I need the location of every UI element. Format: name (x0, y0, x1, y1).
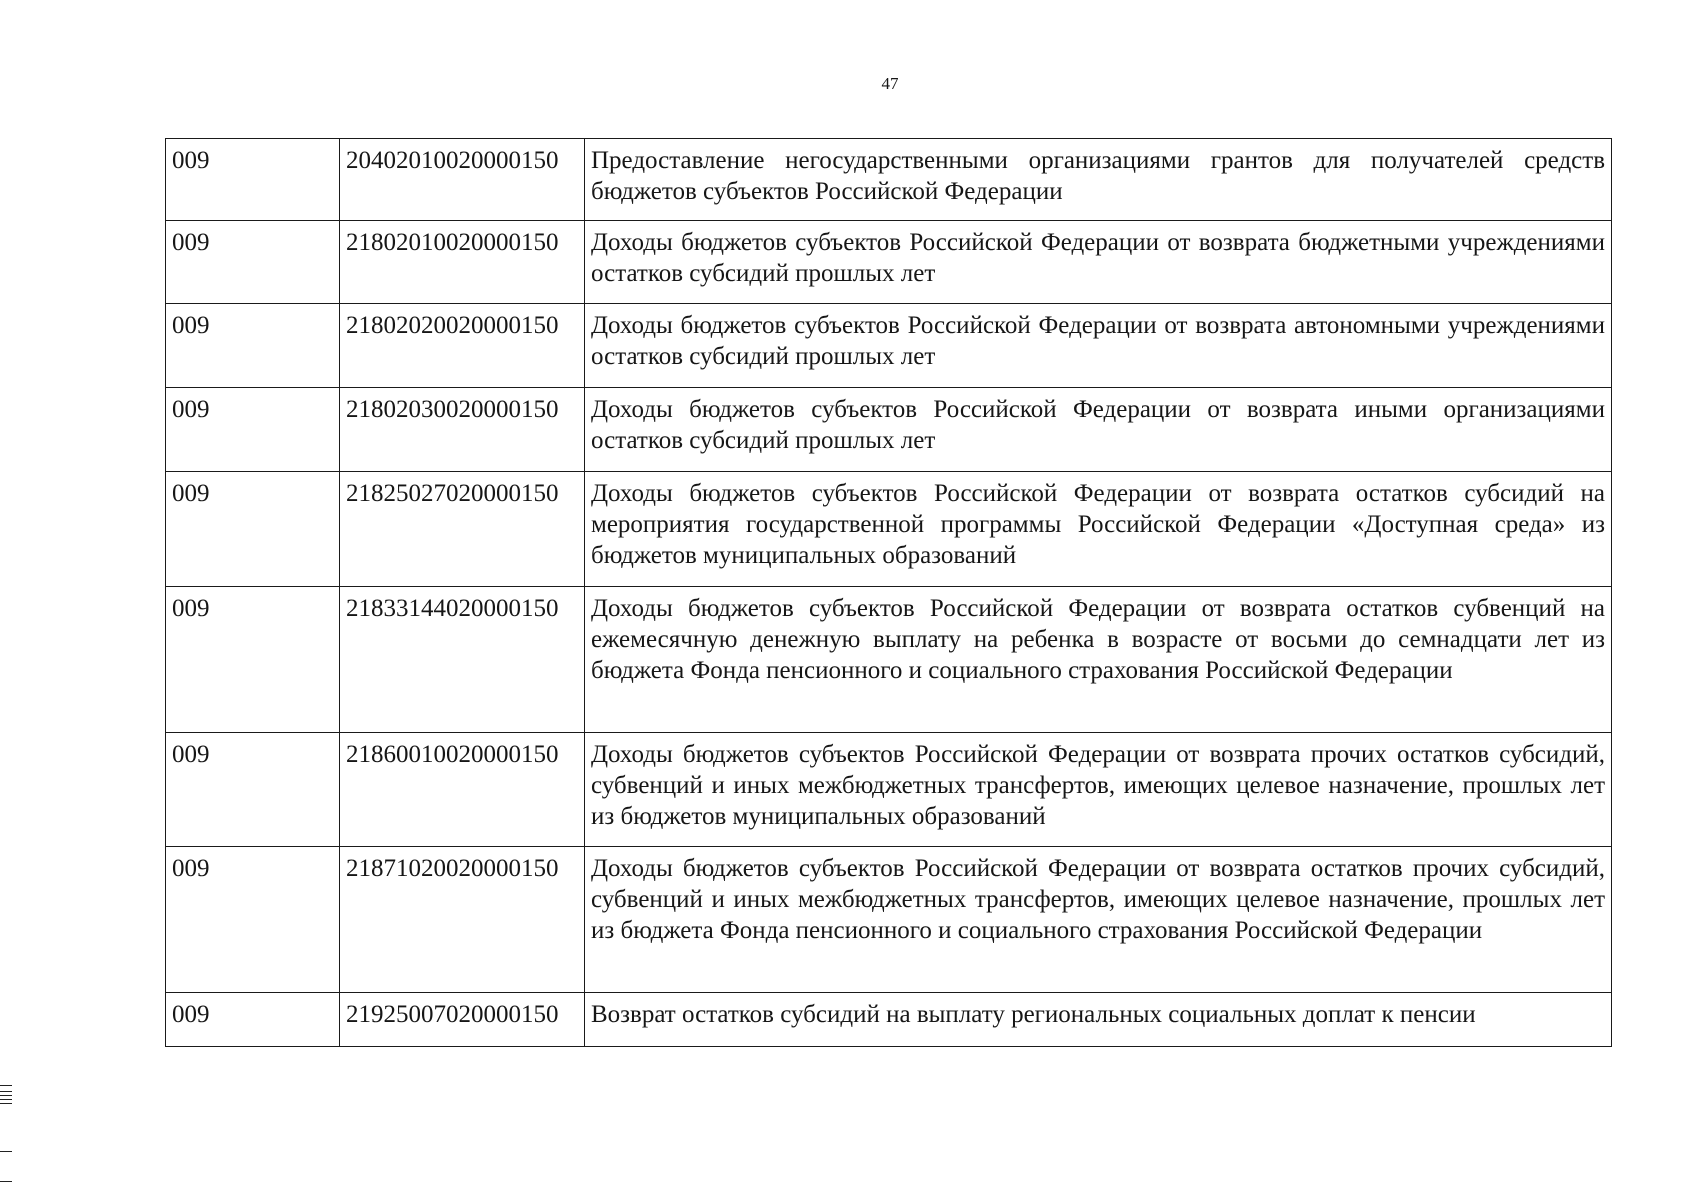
table-row (166, 304, 1612, 388)
budget-code-cell: 21925007020000150 (340, 993, 585, 1047)
admin-code-cell: 009 (166, 847, 340, 993)
income-name-cell: Доходы бюджетов субъектов Российской Федерации от возврата остатков субвенций на ежемесячную денежную выплату на ребенка в возрасте от восьми до семнадцати лет из бюджета Фонда пенсионного и социального страхования Российской Федерации (585, 587, 1612, 733)
scan-margin-marks (0, 1085, 14, 1185)
budget-code-cell: 21802030020000150 (340, 388, 585, 472)
table-row (166, 388, 1612, 472)
income-name-cell: Доходы бюджетов субъектов Российской Федерации от возврата иными организациями остатков субсидий прошлых лет (585, 388, 1612, 472)
table-row (166, 993, 1612, 1047)
table-row (166, 472, 1612, 587)
budget-code-cell: 21871020020000150 (340, 847, 585, 993)
budget-code-cell: 21860010020000150 (340, 733, 585, 847)
page-number: 47 (881, 74, 899, 93)
income-name-cell: Доходы бюджетов субъектов Российской Федерации от возврата автономными учреждениями остатков субсидий прошлых лет (585, 304, 1612, 388)
budget-code-cell: 21802010020000150 (340, 221, 585, 304)
admin-code-cell: 009 (166, 221, 340, 304)
budget-code-cell: 21802020020000150 (340, 304, 585, 388)
admin-code-cell: 009 (166, 139, 340, 221)
admin-code-cell: 009 (166, 472, 340, 587)
table-row (166, 221, 1612, 304)
budget-code-cell: 20402010020000150 (340, 139, 585, 221)
admin-code-cell: 009 (166, 587, 340, 733)
table-row (166, 847, 1612, 993)
income-name-cell: Доходы бюджетов субъектов Российской Федерации от возврата остатков субсидий на мероприятия государственной программы Российской Федерации «Доступная среда» из бюджетов муниципальных образований (585, 472, 1612, 587)
income-name-cell: Доходы бюджетов субъектов Российской Федерации от возврата прочих остатков субсидий, субвенций и иных межбюджетных трансфертов, имеющих целевое назначение, прошлых лет из бюджетов муниципальных образований (585, 733, 1612, 847)
admin-code-cell: 009 (166, 304, 340, 388)
income-name-cell: Доходы бюджетов субъектов Российской Федерации от возврата остатков прочих субсидий, субвенций и иных межбюджетных трансфертов, имеющих целевое назначение, прошлых лет из бюджета Фонда пенсионного и социального страхования Российской Федерации (585, 847, 1612, 993)
budget-code-cell: 21825027020000150 (340, 472, 585, 587)
table-row (166, 733, 1612, 847)
table-row (166, 587, 1612, 733)
table-row (166, 139, 1612, 221)
admin-code-cell: 009 (166, 733, 340, 847)
income-name-cell: Возврат остатков субсидий на выплату региональных социальных доплат к пенсии (585, 993, 1612, 1047)
income-name-cell: Предоставление негосударственными организациями грантов для получателей средств бюджетов субъектов Российской Федерации (585, 139, 1612, 221)
budget-code-cell: 21833144020000150 (340, 587, 585, 733)
income-name-cell: Доходы бюджетов субъектов Российской Федерации от возврата бюджетными учреждениями остатков субсидий прошлых лет (585, 221, 1612, 304)
admin-code-cell: 009 (166, 993, 340, 1047)
budget-codes-table (165, 138, 1612, 1047)
admin-code-cell: 009 (166, 388, 340, 472)
